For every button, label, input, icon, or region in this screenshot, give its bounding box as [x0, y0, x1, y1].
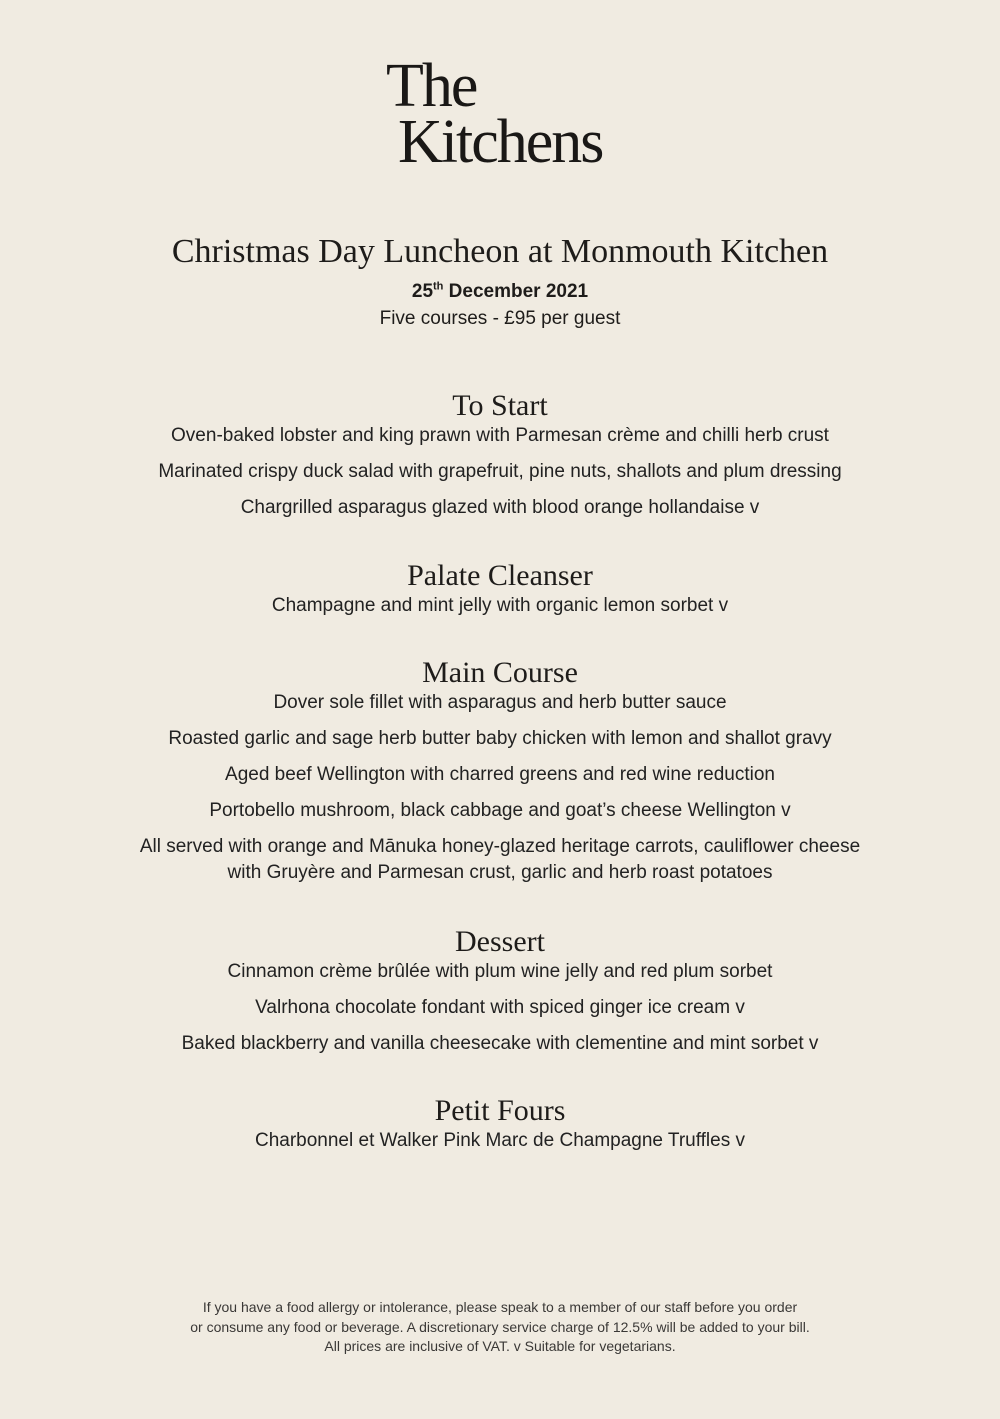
- section-title: Main Course: [422, 656, 578, 689]
- event-date: [0, 280, 1000, 304]
- section-title: Dessert: [455, 925, 545, 958]
- menu-item: Chargrilled asparagus glazed with blood orange hollandaise v: [240, 497, 760, 518]
- menu-item: Dover sole fillet with asparagus and herb butter sauce: [273, 692, 727, 713]
- event-date-suffix: th: [433, 280, 444, 293]
- menu-item: Roasted garlic and sage herb butter baby chicken with lemon and shallot gravy: [168, 728, 832, 749]
- footer-line-1: If you have a food allergy or intolerance, please speak to a member of our staff before you order: [202, 1299, 798, 1315]
- menu-item: Marinated crispy duck salad with grapefruit, pine nuts, shallots and plum dressing: [158, 461, 842, 482]
- menu-item: Cinnamon crème brûlée with plum wine jelly and red plum sorbet: [227, 961, 773, 982]
- menu-item: Aged beef Wellington with charred greens and red wine reduction: [225, 764, 775, 785]
- section-palate-cleanser: [0, 559, 1000, 629]
- section-title: To Start: [452, 389, 548, 422]
- logo-line-1: The: [386, 52, 477, 120]
- section-main-course: [0, 656, 1000, 896]
- menu-item: Baked blackberry and vanilla cheesecake with clementine and mint sorbet v: [181, 1033, 819, 1054]
- section-petit-fours: [0, 1094, 1000, 1164]
- section-to-start: [0, 389, 1000, 531]
- section-title: Petit Fours: [434, 1094, 566, 1127]
- sides-note-line-2: with Gruyère and Parmesan crust, garlic and herb roast potatoes: [227, 862, 773, 883]
- section-dessert: [0, 925, 1000, 1067]
- footer-line-3: All prices are inclusive of VAT. v Suitable for vegetarians.: [324, 1338, 676, 1354]
- event-title: Christmas Day Luncheon at Monmouth Kitchen: [171, 233, 829, 270]
- footer-line-2: or consume any food or beverage. A discretionary service charge of 12.5% will be added to your bill.: [190, 1318, 810, 1335]
- menu-item: Valrhona chocolate fondant with spiced ginger ice cream v: [255, 997, 745, 1018]
- allergy-footer: [0, 1298, 1000, 1357]
- event-price: Five courses - £95 per guest: [379, 308, 621, 329]
- logo: [386, 52, 603, 176]
- menu-item: Champagne and mint jelly with organic lemon sorbet v: [271, 595, 729, 616]
- sides-note-line-1: All served with orange and Mānuka honey-glazed heritage carrots, cauliflower cheese: [139, 836, 861, 857]
- menu-item: Oven-baked lobster and king prawn with Parmesan crème and chilli herb crust: [171, 425, 829, 446]
- logo-line-2: Kitchens: [398, 108, 603, 176]
- menu-item: Charbonnel et Walker Pink Marc de Champagne Truffles v: [254, 1130, 745, 1151]
- event-date-day: 25: [411, 281, 434, 302]
- event-date-rest: December 2021: [443, 281, 589, 302]
- section-title: Palate Cleanser: [407, 559, 593, 592]
- menu-item: Portobello mushroom, black cabbage and goat’s cheese Wellington v: [209, 800, 791, 821]
